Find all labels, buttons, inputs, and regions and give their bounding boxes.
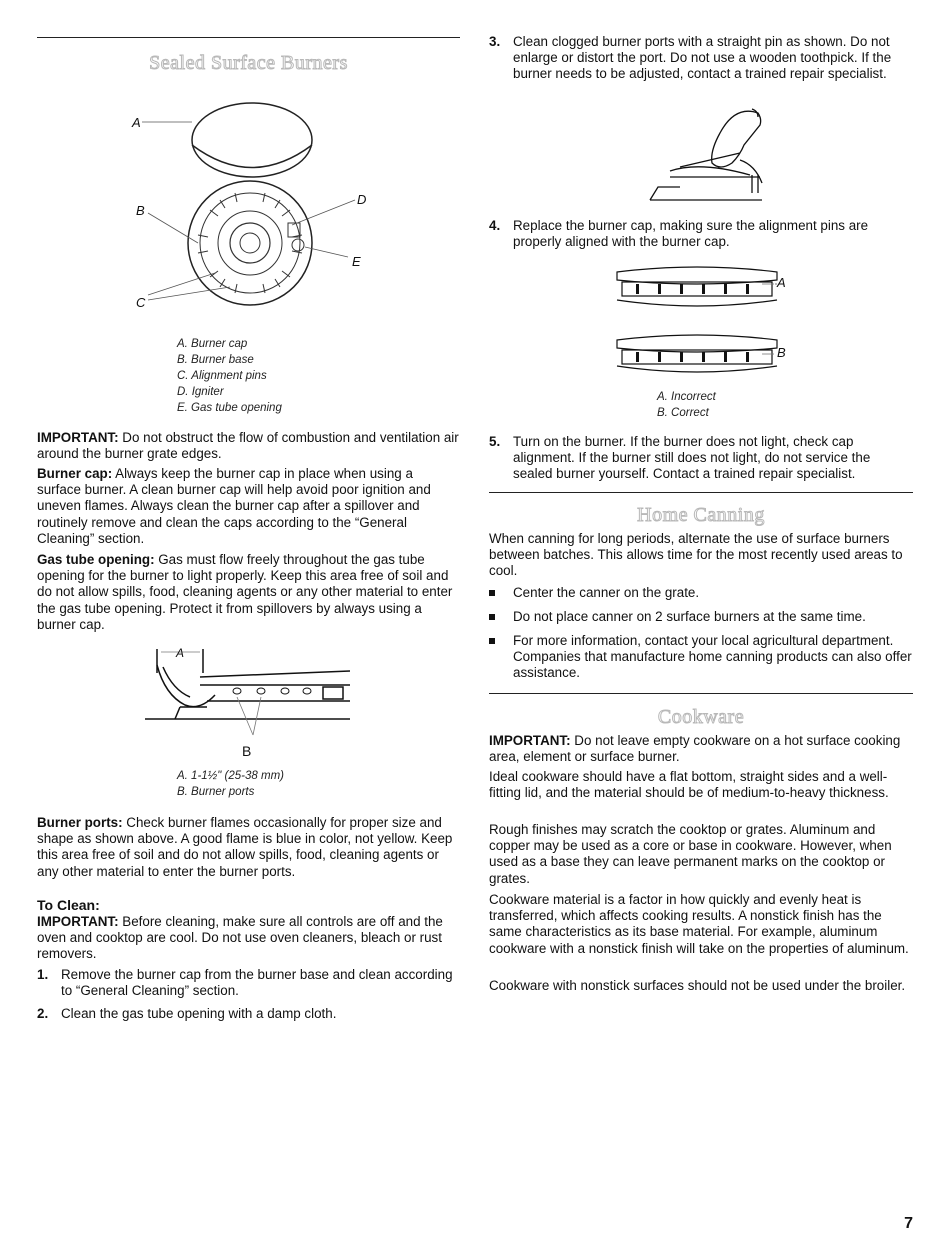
fig1-label-d: D	[357, 192, 367, 207]
caption-burner-ports: B. Burner ports	[177, 786, 255, 798]
fig1-label-c: C	[136, 295, 146, 310]
fig2-label-b: B	[242, 743, 252, 759]
home-canning-intro: When canning for long periods, alternate the use of surface burners between batches. This allows time for the most recently used areas to cool.	[489, 531, 903, 579]
fig4-captions	[657, 389, 716, 421]
fig1-captions	[177, 336, 282, 416]
step-5: 5. Turn on the burner. If the burner does not light, check cap alignment. If the burner still does not light, do not service the sealed burner yourself. Contact a trained repair specialist.	[489, 434, 871, 482]
step-1: 1. Remove the burner cap from the burner base and clean according to “General Cleaning” section.	[37, 967, 453, 999]
important-paragraph: IMPORTANT: Do not obstruct the flow of combustion and ventilation air around the burner grate edges.	[37, 430, 459, 462]
fig4-label-a: A	[777, 275, 786, 290]
rule-cookware	[489, 693, 913, 694]
fig2-label-a: A	[176, 646, 185, 660]
bullet-icon	[489, 638, 495, 644]
step-3: 3. Clean clogged burner ports with a straight pin as shown. Do not enlarge or distort the port. Do not use a wooden toothpick. If the burner needs to be adjusted, contact a trained repair specialist.	[489, 34, 892, 82]
fig1-label-e: E	[352, 254, 361, 269]
to-clean-heading: To Clean:	[37, 897, 100, 913]
bullet-item: For more information, contact your local agricultural department. Companies that manufacture home canning products can also offer assistance.	[489, 633, 913, 683]
bullet-icon	[489, 614, 495, 620]
burner-ports-paragraph: Burner ports: Check burner flames occasionally for proper size and shape as shown above. A good flame is blue in color, not yellow. Keep this area free of soil and do not allow spills, food, cleaning agents or any other material to enter the burner ports.	[37, 815, 453, 879]
caption-gas-tube: E. Gas tube opening	[177, 402, 282, 414]
top-rule-left	[37, 37, 460, 38]
caption-burner-cap: A. Burner cap	[177, 338, 248, 350]
fig1-label-a: A	[132, 115, 141, 130]
step-4: 4. Replace the burner cap, making sure the alignment pins are properly aligned with the burner cap.	[489, 218, 869, 250]
page-number: 7	[904, 1215, 913, 1232]
section-heading-cookware: Cookware	[657, 706, 745, 728]
fig2-captions	[177, 768, 284, 800]
bullet-item: Do not place canner on 2 surface burners at the same time.	[489, 609, 913, 627]
gas-tube-paragraph: Gas tube opening: Gas must flow freely throughout the gas tube opening for the burner to light properly. Keep this area free of soil and do not allow spills, food, cleaning agents or any other material to enter the gas tube opening. Protect it from spillovers by always using a burner cap.	[37, 552, 453, 632]
burner-cap-paragraph: Burner cap: Always keep the burner cap in place when using a surface burner. A clean burner cap will help avoid poor ignition and uneven flames. Always clean the burner cap after a spillover and routinely remove and clean the caps according to the “General Cleaning” section.	[37, 466, 431, 546]
cookware-paragraph: Ideal cookware should have a flat bottom, straight sides and a well-fitting lid, and the material should be of medium-to-heavy thickness.	[489, 769, 889, 801]
to-clean-important: IMPORTANT: Before cleaning, make sure all controls are off and the oven and cooktop are cool. Do not use oven cleaners, bleach or rust removers.	[37, 914, 443, 962]
fig4-label-b: B	[777, 345, 786, 360]
cookware-important: IMPORTANT: Do not leave empty cookware on a hot surface cooking area, element or surface burner.	[489, 733, 901, 765]
caption-correct: B. Correct	[657, 407, 709, 419]
section-heading-sealed-burners: Sealed Surface Burners	[149, 52, 348, 74]
bullet-item: Center the canner on the grate.	[489, 585, 913, 603]
caption-alignment-pins: C. Alignment pins	[177, 370, 267, 382]
rule-home-canning	[489, 492, 913, 493]
fig1-label-b: B	[136, 203, 145, 218]
bullet-icon	[489, 590, 495, 596]
burner-diagram-figure	[120, 95, 380, 320]
cookware-paragraph: Cookware material is a factor in how quickly and evenly heat is transferred, which affects cooking results. A nonstick finish has the same characteristics as its base material. For example, aluminum cookware with a nonstick finish will take on the properties of aluminum.	[489, 892, 909, 956]
pin-cleaning-figure	[640, 105, 770, 200]
caption-burner-base: B. Burner base	[177, 354, 254, 366]
caption-igniter: D. Igniter	[177, 386, 224, 398]
cap-alignment-figure	[612, 262, 792, 382]
caption-flame-height: A. 1-1½" (25-38 mm)	[177, 770, 284, 782]
cookware-paragraph: Cookware with nonstick surfaces should not be used under the broiler.	[489, 978, 906, 993]
caption-incorrect: A. Incorrect	[657, 391, 716, 403]
step-2: 2. Clean the gas tube opening with a damp cloth.	[37, 1006, 337, 1021]
cookware-paragraph: Rough finishes may scratch the cooktop or grates. Aluminum and copper may be used as a core or base in cookware. However, when used as a base they can leave permanent marks on the cooktop or grates.	[489, 822, 892, 886]
section-heading-home-canning: Home Canning	[637, 504, 765, 526]
